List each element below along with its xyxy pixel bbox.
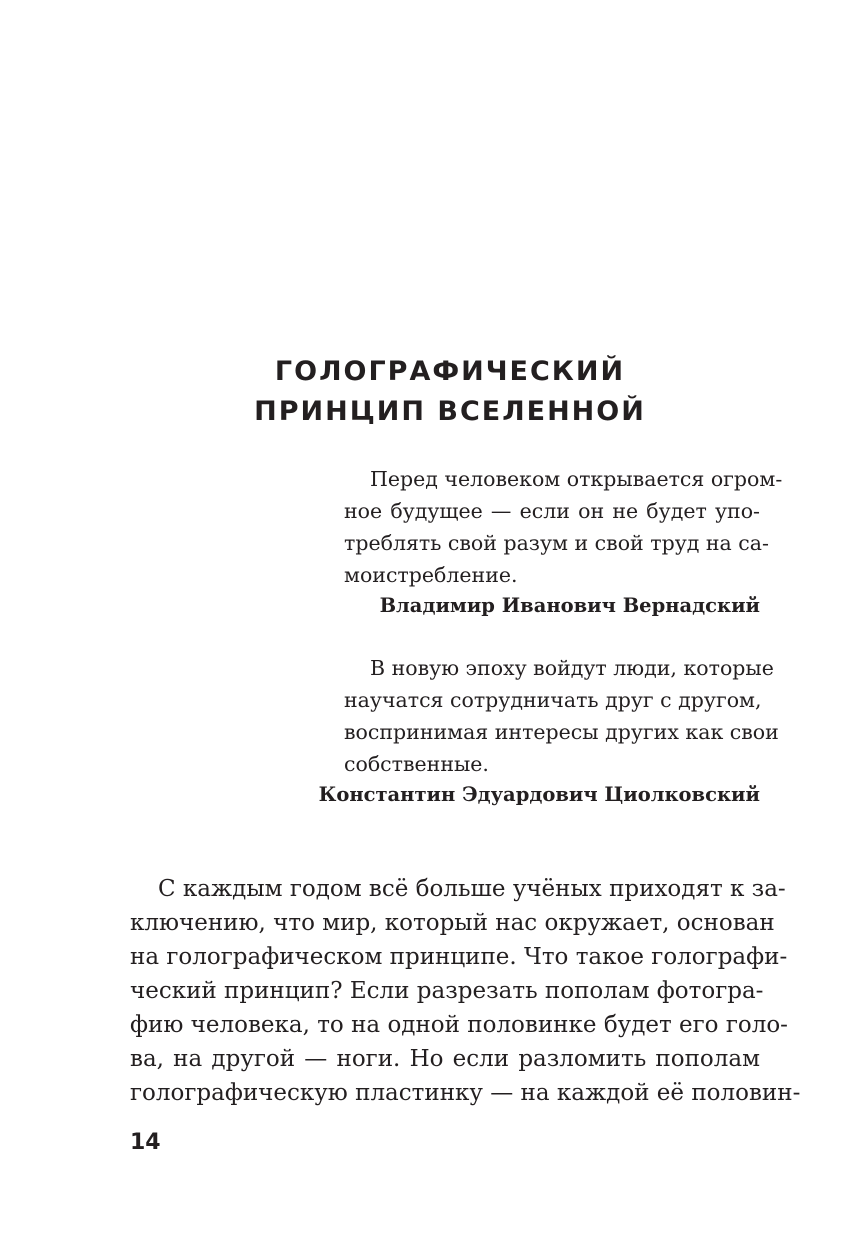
epigraph-line: собственные. [344, 752, 489, 776]
epigraph-line: ное будущее — если он не будет упо- [344, 499, 760, 523]
epigraph-line: научатся сотрудничать друг с другом, [344, 688, 762, 712]
epigraph-author: Константин Эдуардович Циолковский [318, 783, 760, 806]
body-line: на голографическом принципе. Что такое голографи- [130, 944, 788, 970]
body-line: ческий принцип? Если разрезать пополам фотогра- [130, 978, 764, 1004]
epigraph-line: В новую эпоху войдут люди, которые [370, 656, 774, 680]
epigraph-line: треблять свой разум и свой труд на са- [344, 531, 769, 555]
epigraph-line: воспринимая интересы других как свои [344, 720, 779, 744]
body-line: голографическую пластинку — на каждой её половин- [130, 1080, 801, 1106]
body-line: ва, на другой — ноги. Но если разломить пополам [130, 1046, 760, 1072]
epigraph-line: Перед человеком открывается огром- [370, 467, 783, 491]
epigraph-author: Владимир Иванович Вернадский [379, 594, 760, 617]
page-number: 14 [130, 1130, 161, 1155]
body-line: фию человека, то на одной половинке будет его голо- [130, 1012, 788, 1038]
epigraph-line: моистребление. [344, 563, 518, 587]
chapter-title-line-1: ГОЛОГРАФИЧЕСКИЙ [274, 356, 626, 387]
body-line: С каждым годом всё больше учёных приходят к за- [158, 876, 786, 902]
body-line: ключению, что мир, который нас окружает, основан [130, 910, 775, 936]
chapter-title-line-2: ПРИНЦИП ВСЕЛЕННОЙ [254, 396, 646, 427]
